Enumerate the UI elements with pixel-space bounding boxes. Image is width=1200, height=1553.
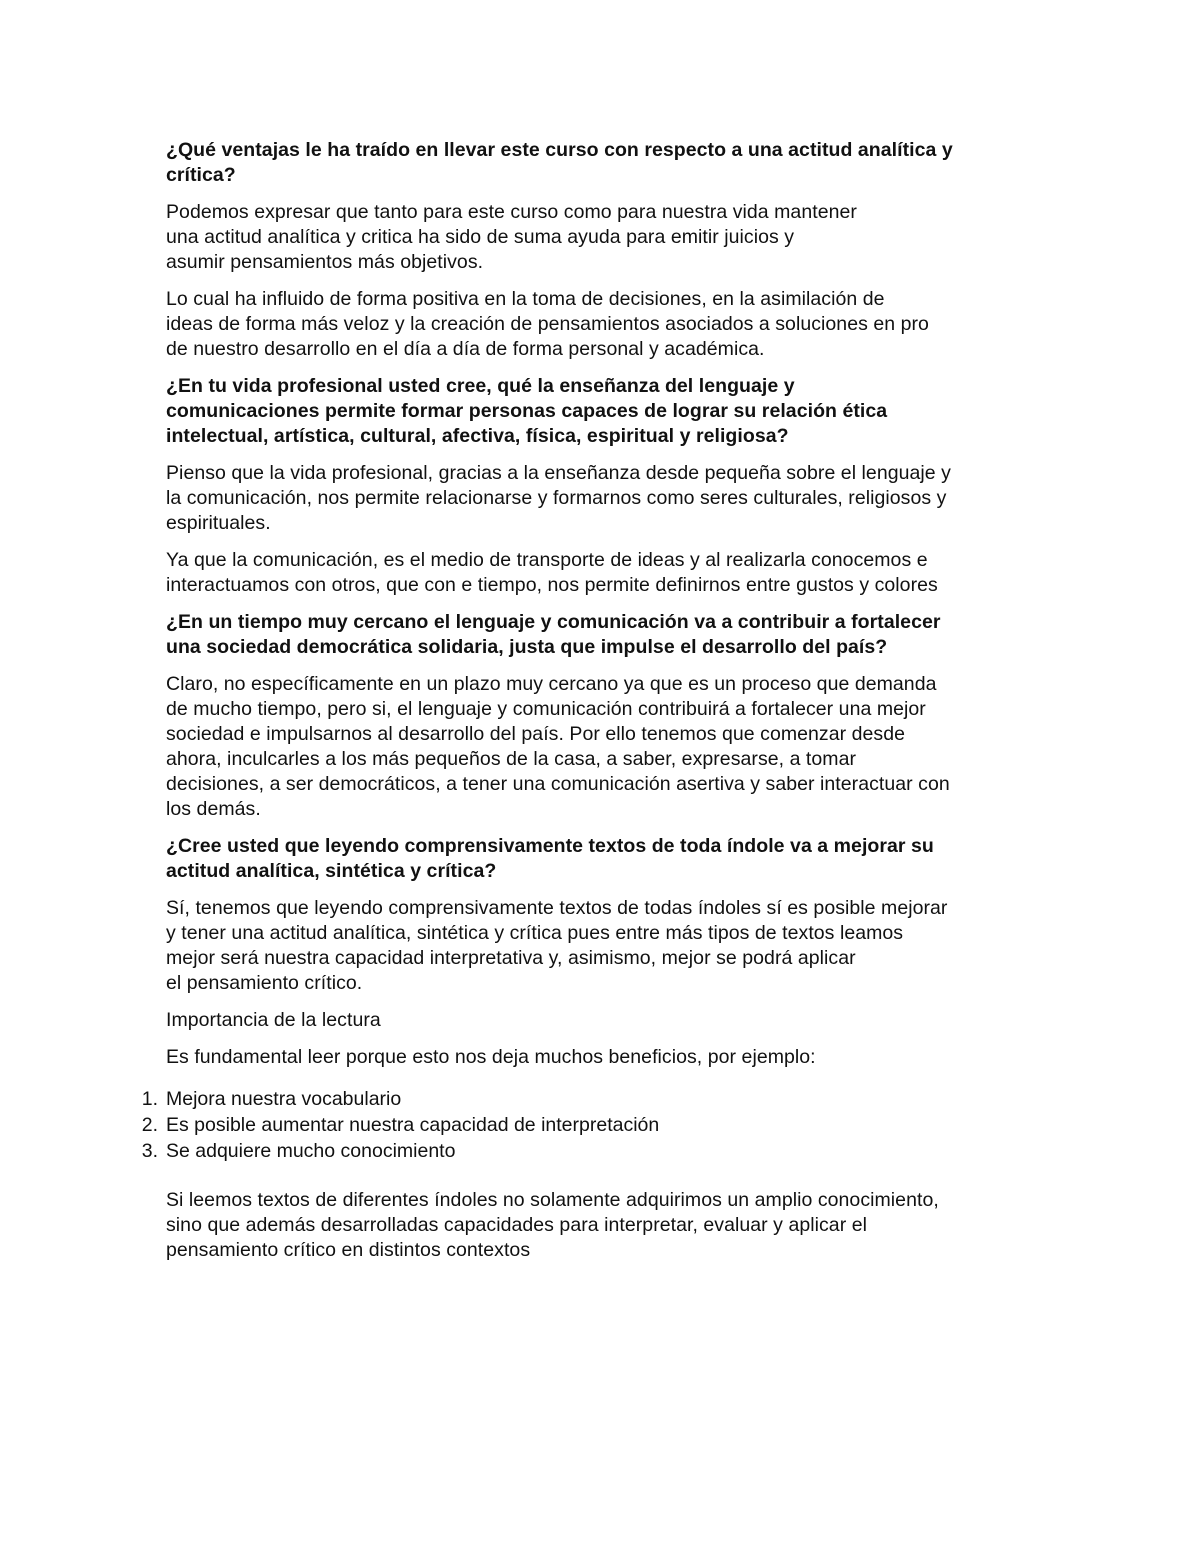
text-line: la comunicación, nos permite relacionarse y formarnos como seres culturales, religiosos y bbox=[166, 487, 947, 509]
text-line: sociedad e impulsarnos al desarrollo del país. Por ello tenemos que comenzar desde bbox=[166, 723, 906, 745]
section-label bbox=[166, 1008, 1046, 1033]
text-line: ¿En un tiempo muy cercano el lenguaje y comunicación va a contribuir a fortalecer bbox=[166, 611, 941, 633]
text-line: ¿En tu vida profesional usted cree, qué la enseñanza del lenguaje y bbox=[166, 375, 795, 397]
text-line: intelectual, artística, cultural, afectiva, física, espiritual y religiosa? bbox=[166, 425, 789, 447]
text-line: Ya que la comunicación, es el medio de transporte de ideas y al realizarla conocemos e bbox=[166, 549, 928, 571]
text-line: comunicaciones permite formar personas capaces de lograr su relación ética bbox=[166, 400, 888, 422]
answer-paragraph-2 bbox=[166, 287, 1046, 362]
text-line: Es fundamental leer porque esto nos deja muchos beneficios, por ejemplo: bbox=[166, 1046, 816, 1068]
document-page bbox=[141, 138, 1046, 1275]
text-line: una actitud analítica y critica ha sido de suma ayuda para emitir juicios y bbox=[166, 226, 795, 248]
answer-paragraph-4 bbox=[166, 548, 1046, 598]
text-line: de nuestro desarrollo en el día a día de forma personal y académica. bbox=[166, 338, 765, 360]
question-heading-3 bbox=[166, 610, 1046, 660]
text-line: y tener una actitud analítica, sintética y crítica pues entre más tipos de textos leamos bbox=[166, 922, 904, 944]
list-item bbox=[141, 1086, 1046, 1112]
text-line: ahora, inculcarles a los más pequeños de la casa, a saber, expresarse, a tomar bbox=[166, 748, 857, 770]
list-item-text: Es posible aumentar nuestra capacidad de interpretación bbox=[166, 1114, 660, 1136]
intro-paragraph bbox=[166, 1045, 1046, 1070]
answer-paragraph-1 bbox=[166, 200, 1046, 275]
text-line: interactuamos con otros, que con e tiempo, nos permite definirnos entre gustos y colores bbox=[166, 574, 938, 596]
question-heading-1 bbox=[166, 138, 1046, 188]
closing-paragraph bbox=[166, 1188, 1046, 1263]
text-line: el pensamiento crítico. bbox=[166, 972, 363, 994]
list-item bbox=[141, 1112, 1046, 1138]
text-line: crítica? bbox=[166, 164, 236, 186]
answer-paragraph-6 bbox=[166, 896, 1046, 996]
text-line: ¿Qué ventajas le ha traído en llevar este curso con respecto a una actitud analítica y bbox=[166, 139, 953, 161]
text-line: los demás. bbox=[166, 798, 261, 820]
text-line: Si leemos textos de diferentes índoles no solamente adquirimos un amplio conocimiento, bbox=[166, 1189, 939, 1211]
question-heading-2 bbox=[166, 374, 1046, 449]
text-line: Importancia de la lectura bbox=[166, 1009, 381, 1031]
text-line: decisiones, a ser democráticos, a tener una comunicación asertiva y saber interactuar con bbox=[166, 773, 950, 795]
text-line: una sociedad democrática solidaria, justa que impulse el desarrollo del país? bbox=[166, 636, 888, 658]
text-line: mejor será nuestra capacidad interpretativa y, asimismo, mejor se podrá aplicar bbox=[166, 947, 856, 969]
text-line: asumir pensamientos más objetivos. bbox=[166, 251, 484, 273]
text-line: actitud analítica, sintética y crítica? bbox=[166, 860, 497, 882]
list-item bbox=[141, 1138, 1046, 1164]
text-line: pensamiento crítico en distintos contextos bbox=[166, 1239, 531, 1261]
benefits-list bbox=[141, 1086, 1046, 1164]
answer-paragraph-5 bbox=[166, 672, 1046, 822]
list-number: 2. bbox=[141, 1114, 158, 1136]
list-number: 1. bbox=[141, 1088, 158, 1110]
question-heading-4 bbox=[166, 834, 1046, 884]
text-line: Sí, tenemos que leyendo comprensivamente textos de todas índoles sí es posible mejorar bbox=[166, 897, 948, 919]
text-line: Pienso que la vida profesional, gracias a la enseñanza desde pequeña sobre el lenguaje y bbox=[166, 462, 951, 484]
text-line: de mucho tiempo, pero si, el lenguaje y comunicación contribuirá a fortalecer una mejor bbox=[166, 698, 926, 720]
text-line: Podemos expresar que tanto para este curso como para nuestra vida mantener bbox=[166, 201, 857, 223]
text-line: ideas de forma más veloz y la creación de pensamientos asociados a soluciones en pro bbox=[166, 313, 929, 335]
text-line: ¿Cree usted que leyendo comprensivamente textos de toda índole va a mejorar su bbox=[166, 835, 934, 857]
text-line: sino que además desarrolladas capacidades para interpretar, evaluar y aplicar el bbox=[166, 1214, 867, 1236]
text-line: espirituales. bbox=[166, 512, 271, 534]
text-line: Claro, no específicamente en un plazo muy cercano ya que es un proceso que demanda bbox=[166, 673, 937, 695]
text-line: Lo cual ha influido de forma positiva en la toma de decisiones, en la asimilación de bbox=[166, 288, 885, 310]
list-number: 3. bbox=[141, 1140, 158, 1162]
list-item-text: Mejora nuestra vocabulario bbox=[166, 1088, 402, 1110]
answer-paragraph-3 bbox=[166, 461, 1046, 536]
list-item-text: Se adquiere mucho conocimiento bbox=[166, 1140, 456, 1162]
